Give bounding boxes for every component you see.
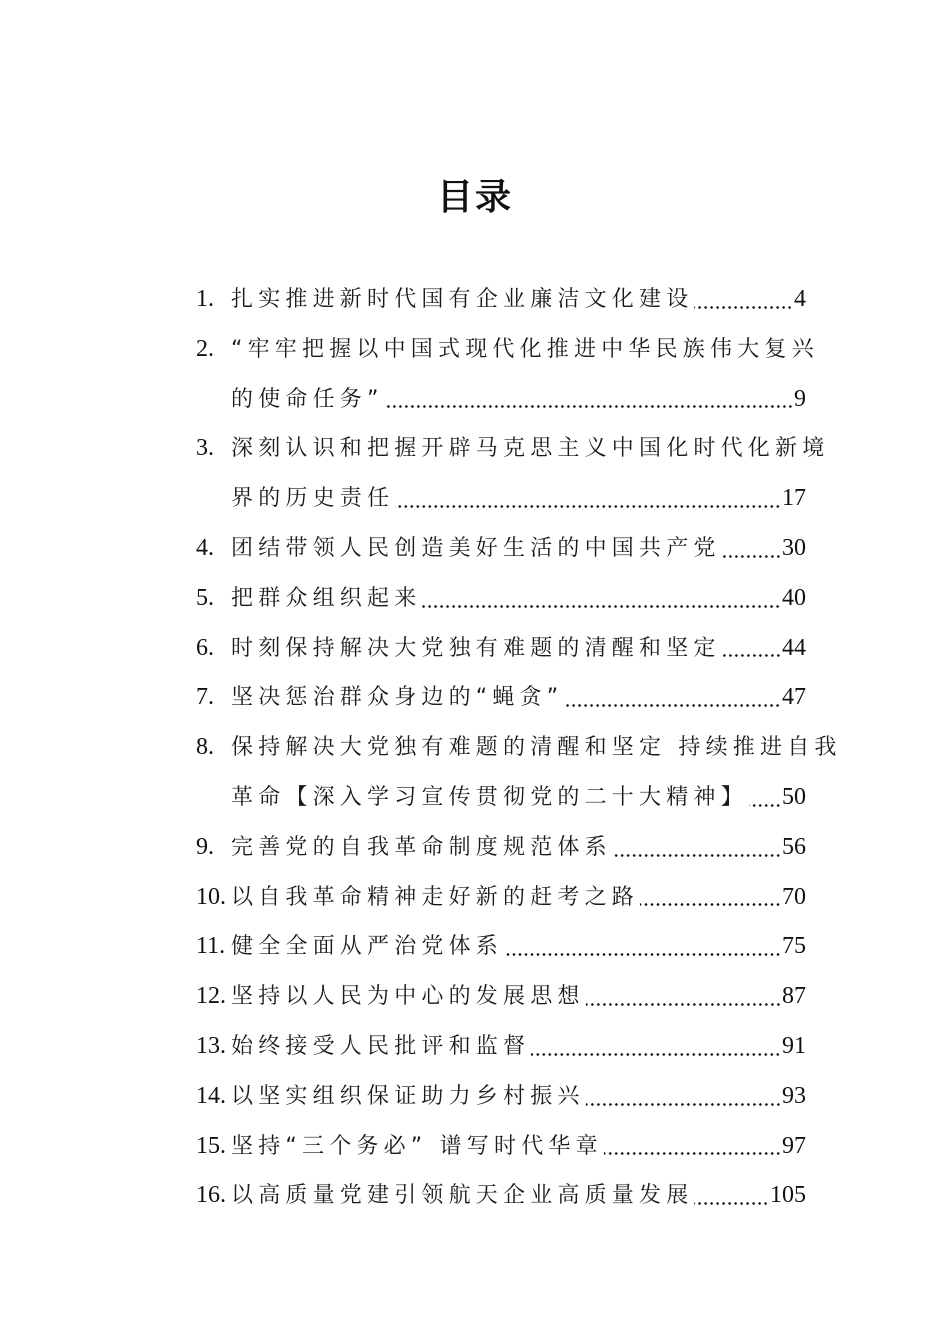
entry-title: “牢牢把握以中国式现代化推进中华民族伟大复兴 bbox=[231, 336, 819, 362]
entry-title: 健全全面从严治党体系 bbox=[231, 934, 504, 960]
entry-title: 以坚实组织保证助力乡村振兴 bbox=[231, 1083, 585, 1109]
toc-entry-14[interactable] bbox=[196, 1072, 806, 1122]
dot-leader bbox=[694, 1184, 769, 1208]
entry-title-continuation: 界的历史责任 bbox=[231, 486, 395, 512]
dot-leader bbox=[422, 587, 781, 611]
dot-leader bbox=[604, 1134, 781, 1158]
entry-title: 始终接受人民批评和监督 bbox=[231, 1033, 531, 1059]
entry-page-number: 91 bbox=[782, 1032, 806, 1059]
toc-entry-2[interactable] bbox=[196, 325, 819, 375]
toc-entry-8[interactable] bbox=[196, 723, 842, 773]
entry-title: 深刻认识和把握开辟马克思主义中国化时代化新境 bbox=[231, 436, 830, 462]
toc-entry-11[interactable] bbox=[196, 922, 806, 972]
entry-number: 8. bbox=[196, 734, 214, 761]
toc-entry-2-continuation[interactable] bbox=[196, 375, 806, 425]
dot-leader bbox=[504, 935, 781, 959]
dot-leader bbox=[722, 537, 781, 561]
dot-leader bbox=[640, 885, 781, 909]
entry-number: 15. bbox=[196, 1132, 226, 1159]
entry-page-number: 47 bbox=[782, 684, 806, 711]
entry-number: 3. bbox=[196, 435, 214, 462]
dot-leader bbox=[749, 786, 781, 810]
entry-number: 2. bbox=[196, 335, 214, 362]
entry-title: 以高质量党建引领航天企业高质量发展 bbox=[231, 1183, 694, 1209]
entry-number: 14. bbox=[196, 1082, 226, 1109]
entry-number: 4. bbox=[196, 534, 214, 561]
entry-page-number: 30 bbox=[782, 534, 806, 561]
toc-entry-13[interactable] bbox=[196, 1022, 806, 1072]
entry-number: 5. bbox=[196, 584, 214, 611]
entry-page-number: 105 bbox=[770, 1182, 806, 1209]
entry-title: 以自我革命精神走好新的赶考之路 bbox=[231, 884, 640, 910]
entry-page-number: 93 bbox=[782, 1082, 806, 1109]
entry-title-continuation: 革命【深入学习宣传贯彻党的二十大精神】 bbox=[231, 784, 748, 810]
entry-page-number: 44 bbox=[782, 634, 806, 661]
dot-leader bbox=[564, 686, 781, 710]
entry-title: 完善党的自我革命制度规范体系 bbox=[231, 834, 612, 860]
entry-page-number: 97 bbox=[782, 1132, 806, 1159]
toc-entry-7[interactable] bbox=[196, 673, 806, 723]
entry-title: 把群众组织起来 bbox=[231, 585, 422, 611]
toc-entry-9[interactable] bbox=[196, 823, 806, 873]
toc-entry-15[interactable] bbox=[196, 1122, 806, 1172]
entry-page-number: 87 bbox=[782, 983, 806, 1010]
toc-entry-8-continuation[interactable] bbox=[196, 773, 806, 823]
toc-entry-1[interactable] bbox=[196, 275, 806, 325]
dot-leader bbox=[586, 1085, 781, 1109]
entry-title: 团结带领人民创造美好生活的中国共产党 bbox=[231, 535, 721, 561]
entry-title: 坚持“三个务必” 谱写时代华章 bbox=[231, 1133, 603, 1159]
entry-number: 11. bbox=[196, 933, 226, 960]
toc-entry-4[interactable] bbox=[196, 524, 806, 574]
entry-title: 坚持以人民为中心的发展思想 bbox=[231, 984, 585, 1010]
entry-page-number: 17 bbox=[782, 485, 806, 512]
toc-entry-10[interactable] bbox=[196, 873, 806, 923]
dot-leader bbox=[722, 636, 781, 660]
toc-title: 目录 bbox=[436, 176, 513, 218]
entry-title: 坚决惩治群众身边的“蝇贪” bbox=[231, 685, 564, 711]
entry-page-number: 56 bbox=[782, 833, 806, 860]
entry-title: 保持解决大党独有难题的清醒和坚定 持续推进自我 bbox=[231, 735, 842, 761]
toc-entry-6[interactable] bbox=[196, 624, 806, 674]
table-of-contents bbox=[196, 275, 842, 1221]
entry-page-number: 4 bbox=[794, 286, 806, 312]
dot-leader bbox=[694, 288, 793, 312]
entry-page-number: 40 bbox=[782, 584, 806, 611]
entry-number: 12. bbox=[196, 983, 226, 1010]
entry-page-number: 9 bbox=[794, 385, 806, 412]
entry-number: 16. bbox=[196, 1182, 226, 1209]
entry-number: 6. bbox=[196, 634, 214, 661]
dot-leader bbox=[385, 387, 793, 411]
entry-number: 1. bbox=[196, 286, 214, 312]
dot-leader bbox=[395, 487, 781, 511]
toc-entry-3-continuation[interactable] bbox=[196, 474, 806, 524]
entry-page-number: 50 bbox=[782, 783, 806, 810]
toc-entry-3[interactable] bbox=[196, 424, 830, 474]
entry-title: 时刻保持解决大党独有难题的清醒和坚定 bbox=[231, 635, 721, 661]
entry-page-number: 70 bbox=[782, 883, 806, 910]
entry-number: 9. bbox=[196, 833, 214, 860]
toc-entry-5[interactable] bbox=[196, 574, 806, 624]
entry-page-number: 75 bbox=[782, 933, 806, 960]
dot-leader bbox=[613, 836, 781, 860]
entry-number: 7. bbox=[196, 684, 214, 711]
dot-leader bbox=[531, 1035, 781, 1059]
entry-title-continuation: 的使命任务” bbox=[231, 386, 384, 412]
toc-entry-12[interactable] bbox=[196, 972, 806, 1022]
toc-entry-16[interactable] bbox=[196, 1171, 806, 1221]
entry-title: 扎实推进新时代国有企业廉洁文化建设 bbox=[231, 287, 694, 312]
dot-leader bbox=[586, 985, 781, 1009]
entry-number: 13. bbox=[196, 1032, 226, 1059]
entry-number: 10. bbox=[196, 883, 226, 910]
